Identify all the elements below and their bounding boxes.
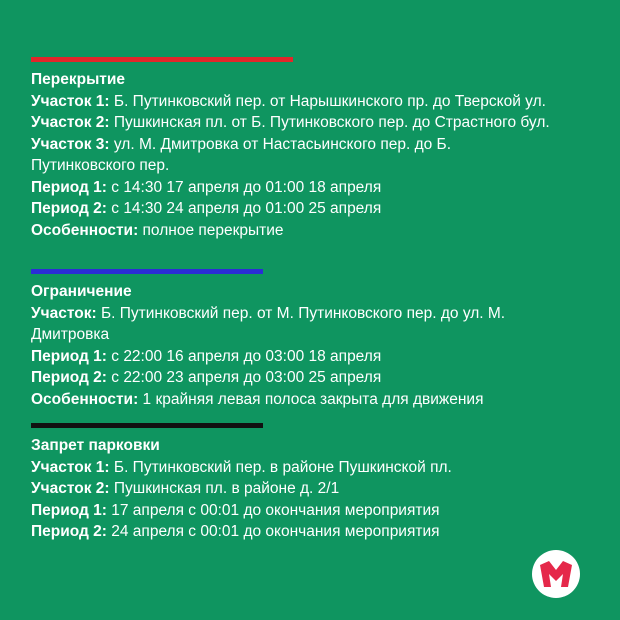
row-label: Участок 2: (31, 114, 110, 131)
row-text: полное перекрытие (138, 221, 284, 239)
row-label: Период 2: (31, 200, 107, 217)
restriction-section (31, 269, 606, 410)
m-logo-icon (532, 550, 580, 598)
m-logo-glyph (540, 561, 572, 587)
row-label: Период 1: (31, 178, 107, 196)
closure-row (31, 134, 511, 177)
restriction-color-bar (31, 269, 263, 274)
row-label: Участок 2: (31, 480, 110, 497)
closure-row (31, 198, 606, 220)
restriction-row (31, 367, 606, 389)
closure-row (31, 177, 606, 199)
row-text: Пушкинская пл. в районе д. 2/1 (109, 480, 340, 497)
row-label: Участок 1: (31, 458, 110, 476)
row-label: Участок 3: (31, 135, 110, 153)
restriction-title: Ограничение (31, 283, 132, 300)
row-label: Участок: (31, 304, 97, 322)
row-label: Участок 1: (31, 92, 110, 110)
row-text: 1 крайняя левая полоса закрыта для движения (138, 390, 484, 408)
restriction-row (31, 303, 561, 346)
closure-row (31, 91, 606, 113)
row-text: Б. Путинковский пер. от Нарышкинского пр. до Тверской ул. (109, 92, 546, 110)
row-label: Период 1: (31, 501, 107, 519)
row-text: с 22:00 16 апреля до 03:00 18 апреля (106, 347, 382, 365)
row-text: 24 апреля с 00:01 до окончания мероприятия (106, 523, 440, 540)
closure-section (31, 57, 606, 241)
restriction-row (31, 389, 606, 411)
row-label: Особенности: (31, 221, 139, 239)
row-text: Пушкинская пл. от Б. Путинковского пер. до Страстного бул. (109, 114, 550, 131)
closure-title: Перекрытие (31, 71, 126, 88)
closure-row (31, 112, 591, 134)
row-label: Период 2: (31, 369, 107, 386)
row-text: ул. М. Дмитровка от Настасьинского пер. до Б. Путинковского пер. (31, 135, 452, 174)
parking-row (31, 500, 606, 522)
parking-row (31, 521, 606, 543)
restriction-row (31, 346, 606, 368)
parking-row (31, 478, 606, 500)
row-text: 17 апреля с 00:01 до окончания мероприятия (106, 501, 440, 519)
closure-row (31, 220, 606, 242)
row-text: Б. Путинковский пер. в районе Пушкинской пл. (109, 458, 452, 476)
row-label: Период 1: (31, 347, 107, 365)
row-text: с 22:00 23 апреля до 03:00 25 апреля (106, 369, 382, 386)
parking-title: Запрет парковки (31, 437, 160, 454)
row-label: Особенности: (31, 390, 139, 408)
row-text: Б. Путинковский пер. от М. Путинковского пер. до ул. М. Дмитровка (31, 304, 506, 343)
closure-color-bar (31, 57, 293, 62)
row-text: с 14:30 17 апреля до 01:00 18 апреля (106, 178, 382, 196)
parking-section (31, 423, 606, 543)
parking-row (31, 457, 471, 479)
row-label: Период 2: (31, 523, 107, 540)
parking-color-bar (31, 423, 263, 428)
row-text: с 14:30 24 апреля до 01:00 25 апреля (106, 200, 382, 217)
